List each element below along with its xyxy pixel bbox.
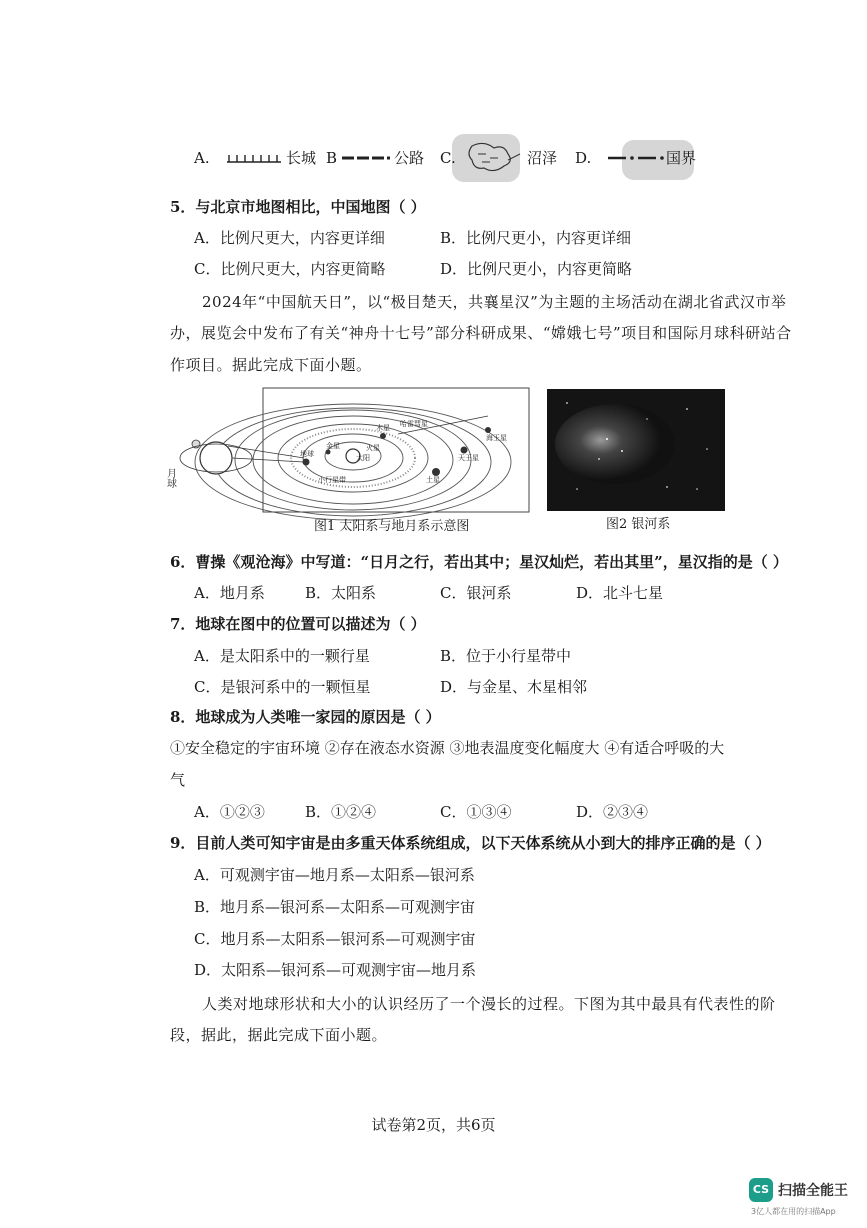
- question-7-option-a: A．是太阳系中的一颗行星: [194, 647, 370, 665]
- figure-2-caption: 图2 银河系: [606, 517, 671, 532]
- camscanner-name: 扫描全能王: [778, 1183, 848, 1199]
- question-8-stem: 8．地球成为人类唯一家园的原因是（ ）: [170, 708, 441, 726]
- question-5-option-c: C．比例尺更大，内容更简略: [194, 260, 386, 278]
- question-9-option-c: C．地月系—太阳系—银河系—可观测宇宙: [194, 930, 476, 948]
- camscanner-tagline: 3亿人都在用的扫描App: [751, 1207, 836, 1216]
- passage-2-line-2: 段，据此，据此完成下面小题。: [170, 1026, 388, 1044]
- option-d-letter: D.: [575, 149, 592, 167]
- question-8-option-c: C．①③④: [440, 803, 512, 821]
- question-6-option-b: B．太阳系: [305, 584, 377, 602]
- question-8-statements-line-2: 气: [170, 771, 186, 789]
- question-6-stem: 6．曹操《观沧海》中写道：“日月之行，若出其中；星汉灿烂，若出其里”，星汉指的是（ ）: [170, 553, 788, 571]
- page-number-footer: 试卷第2页，共6页: [371, 1116, 496, 1134]
- fig1-label-comet: 哈雷彗星: [400, 420, 428, 428]
- question-8-option-a: A．①②③: [194, 803, 265, 821]
- question-9-stem: 9．目前人类可知宇宙是由多重天体系统组成，以下天体系统从小到大的排序正确的是（ ）: [170, 834, 771, 852]
- option-b-letter: B: [326, 149, 338, 167]
- question-7-option-d: D．与金星、木星相邻: [440, 678, 588, 696]
- fig1-label-jupiter: 木星: [376, 424, 390, 432]
- passage-1-line-2: 办，展览会中发布了有关“神舟十七号”部分科研成果、“嫦娥七号”项目和国际月球科研站合: [170, 324, 792, 342]
- road-symbol-icon: [340, 150, 392, 169]
- map-symbol-options-row: [0, 136, 867, 178]
- fig1-label-sun: 太阳: [356, 454, 370, 462]
- fig1-label-saturn: 土星: [426, 476, 440, 484]
- fig1-label-uranus: 天王星: [458, 454, 479, 462]
- option-a-letter: A.: [194, 149, 210, 167]
- question-9-option-d: D．太阳系—银河系—可观测宇宙—地月系: [194, 961, 477, 979]
- figure-1-caption: 图1 太阳系与地月系示意图: [314, 519, 470, 534]
- option-d-label: 国界: [666, 149, 697, 167]
- question-7-option-b: B．位于小行星带中: [440, 647, 572, 665]
- great-wall-symbol-icon: [225, 150, 283, 170]
- passage-2-line-1: 人类对地球形状和大小的认识经历了一个漫长的过程。下图为其中最具有代表性的阶: [202, 995, 776, 1013]
- fig1-label-venus: 金星: [326, 442, 340, 450]
- question-5-option-d: D．比例尺更小，内容更简略: [440, 260, 633, 278]
- question-6-option-d: D．北斗七星: [576, 584, 664, 602]
- question-7-stem: 7．地球在图中的位置可以描述为（ ）: [170, 615, 426, 633]
- fig1-label-mars: 火星: [366, 444, 380, 452]
- fig1-label-earth: 地球: [300, 450, 314, 458]
- fig1-label-neptune: 海王星: [486, 434, 507, 442]
- question-8-option-b: B．①②④: [305, 803, 377, 821]
- option-c-letter: C.: [440, 149, 456, 167]
- camscanner-logo-icon: CS: [749, 1178, 773, 1202]
- milky-way-image: [547, 389, 725, 511]
- question-8-statements-line-1: ①安全稳定的宇宙环境 ②存在液态水资源 ③地表温度变化幅度大 ④有适合呼吸的大: [170, 739, 725, 757]
- question-6-option-a: A．地月系: [194, 584, 265, 602]
- passage-1-line-3: 作项目。据此完成下面小题。: [170, 356, 372, 374]
- question-5-stem: 5．与北京市地图相比，中国地图（ ）: [170, 198, 426, 216]
- passage-1-line-1: 2024年“中国航天日”，以“极目楚天，共襄星汉”为主题的主场活动在湖北省武汉市举: [202, 293, 787, 311]
- question-5-option-b: B．比例尺更小，内容更详细: [440, 229, 632, 247]
- question-8-option-d: D．②③④: [576, 803, 649, 821]
- option-a-label: 长城: [286, 149, 317, 167]
- question-7-option-c: C．是银河系中的一颗恒星: [194, 678, 371, 696]
- solar-system-diagram: [164, 386, 532, 518]
- option-b-label: 公路: [394, 149, 425, 167]
- national-border-symbol-icon: [606, 150, 664, 169]
- marsh-symbol-icon: [464, 140, 522, 180]
- fig1-label-moon: 月球: [164, 468, 176, 488]
- question-6-option-c: C．银河系: [440, 584, 512, 602]
- question-9-option-a: A．可观测宇宙—地月系—太阳系—银河系: [194, 866, 475, 884]
- fig1-label-asteroid: 小行星带: [318, 476, 346, 484]
- question-9-option-b: B．地月系—银河系—太阳系—可观测宇宙: [194, 898, 476, 916]
- option-c-label: 沼泽: [527, 149, 558, 167]
- question-5-option-a: A．比例尺更大，内容更详细: [194, 229, 385, 247]
